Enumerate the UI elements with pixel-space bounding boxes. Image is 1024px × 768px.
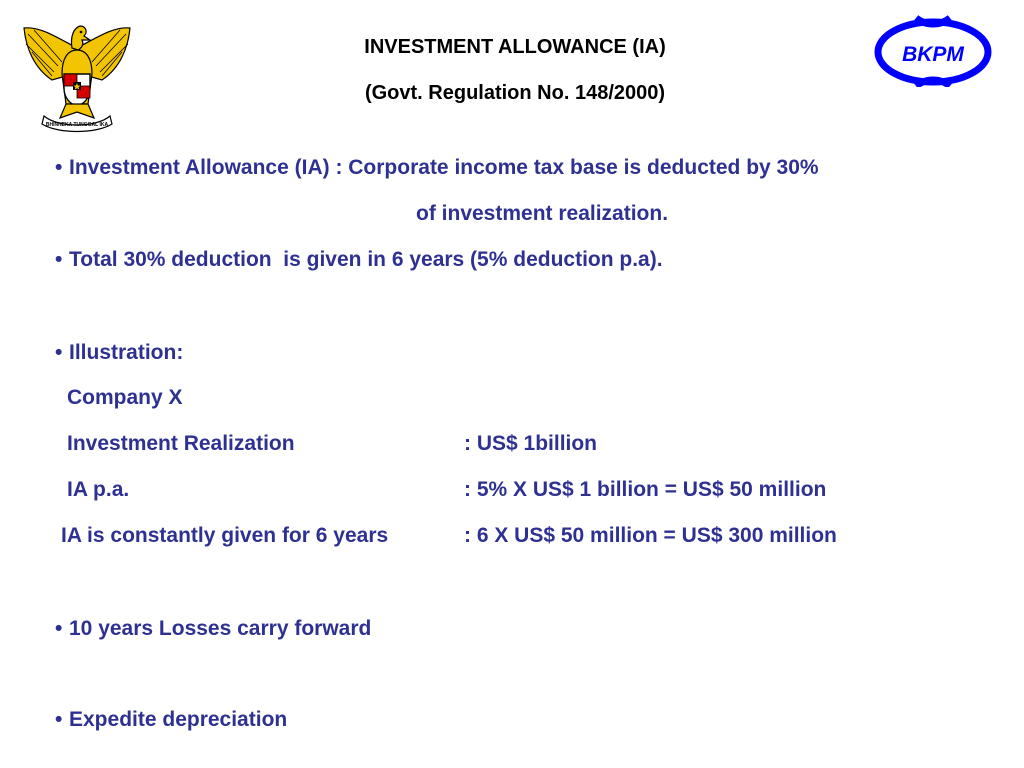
total-deduction-line: Total 30% deduction is given in 6 years (5% deduction p.a). bbox=[69, 248, 663, 271]
bullet-icon: • bbox=[55, 248, 63, 271]
bullet-icon: • bbox=[55, 708, 63, 731]
company-name: Company X bbox=[67, 386, 183, 409]
row-value: : 5% X US$ 1 billion = US$ 50 million bbox=[464, 478, 827, 501]
page-title: INVESTMENT ALLOWANCE (IA) bbox=[364, 36, 666, 58]
bkpm-logo bbox=[872, 12, 994, 87]
bullet-icon: • bbox=[55, 617, 63, 640]
bullet-icon: • bbox=[55, 156, 63, 179]
bullet-icon: • bbox=[55, 341, 63, 364]
row-value: : US$ 1billion bbox=[464, 432, 598, 455]
row-label: Investment Realization bbox=[67, 432, 295, 455]
row-label: IA p.a. bbox=[67, 478, 130, 501]
garuda-emblem-icon bbox=[18, 18, 136, 133]
row-label: IA is constantly given for 6 years bbox=[61, 524, 389, 547]
depreciation-line: Expedite depreciation bbox=[69, 708, 288, 731]
illustration-heading: Illustration: bbox=[69, 341, 184, 364]
ia-definition-line1: Investment Allowance (IA) : Corporate income tax base is deducted by 30% bbox=[69, 156, 819, 179]
bkpm-logo-text: BKPM bbox=[902, 43, 964, 66]
page-subtitle: (Govt. Regulation No. 148/2000) bbox=[364, 82, 666, 104]
emblem-ribbon-text: BHINNEKA TUNGGAL IKA bbox=[45, 122, 109, 128]
row-value: : 6 X US$ 50 million = US$ 300 million bbox=[464, 524, 837, 547]
losses-carry-forward-line: 10 years Losses carry forward bbox=[69, 617, 372, 640]
ia-definition-line2: of investment realization. bbox=[416, 202, 669, 225]
